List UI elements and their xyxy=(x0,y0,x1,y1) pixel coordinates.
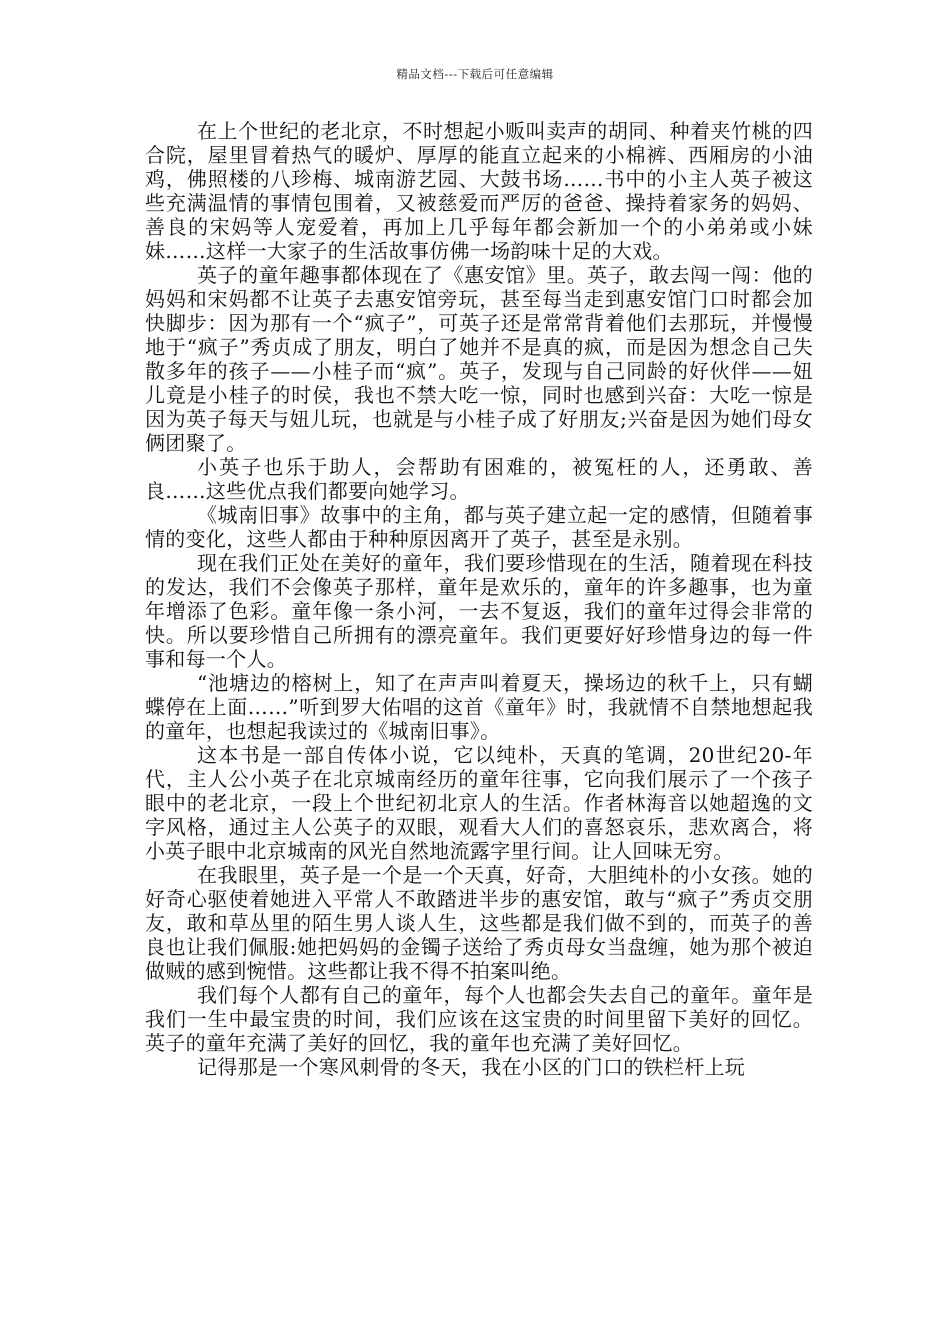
paragraph-3: 小英子也乐于助人，会帮助有困难的，被冤枉的人，还勇敢、善良……这些优点我们都要向她学习。 xyxy=(145,455,813,503)
paragraph-6: “池塘边的榕树上，知了在声声叫着夏天，操场边的秋千上，只有蝴蝶停在上面……”听到罗大佑唱的这首《童年》时，我就情不自禁地想起我的童年，也想起我读过的《城南旧事》。 xyxy=(145,671,813,743)
paragraph-7: 这本书是一部自传体小说，它以纯朴，天真的笔调，20世纪20-年代，主人公小英子在北京城南经历的童年往事，它向我们展示了一个孩子眼中的老北京，一段上个世纪初北京人的生活。作者林海音以她超逸的文字风格，通过主人公英子的双眼，观看大人们的喜怒哀乐，悲欢离合，将小英子眼中北京城南的风光自然地流露字里行间。让人回味无穷。 xyxy=(145,743,813,863)
page-header: 精品文档---下载后可任意编辑 xyxy=(396,67,554,81)
document-body xyxy=(145,119,813,1079)
paragraph-4: 《城南旧事》故事中的主角，都与英子建立起一定的感情，但随着事情的变化，这些人都由于种种原因离开了英子，甚至是永别。 xyxy=(145,503,813,551)
paragraph-1: 在上个世纪的老北京，不时想起小贩叫卖声的胡同、种着夹竹桃的四合院，屋里冒着热气的暖炉、厚厚的能直立起来的小棉裤、西厢房的小油鸡，佛照楼的八珍梅、城南游艺园、大鼓书场……书中的小主人英子被这些充满温情的事情包围着，又被慈爱而严厉的爸爸、操持着家务的妈妈、善良的宋妈等人宠爱着，再加上几乎每年都会新加一个的小弟弟或小妹妹……这样一大家子的生活故事仿佛一场韵味十足的大戏。 xyxy=(145,119,813,263)
paragraph-10: 记得那是一个寒风刺骨的冬天，我在小区的门口的铁栏杆上玩 xyxy=(197,1055,746,1079)
paragraph-2: 英子的童年趣事都体现在了《惠安馆》里。英子，敢去闯一闯：他的妈妈和宋妈都不让英子去惠安馆旁玩，甚至每当走到惠安馆门口时都会加快脚步：因为那有一个“疯子”，可英子还是常常背着他们去那玩，并慢慢地于“疯子”秀贞成了朋友，明白了她并不是真的疯，而是因为想念自己失散多年的孩子——小桂子而“疯”。英子，发现与自己同龄的好伙伴——妞儿竟是小桂子的时侯，我也不禁大吃一惊，同时也感到兴奋：大吃一惊是因为英子每天与妞儿玩，也就是与小桂子成了好朋友;兴奋是因为她们母女俩团聚了。 xyxy=(145,263,813,455)
paragraph-8: 在我眼里，英子是一个是一个天真，好奇，大胆纯朴的小女孩。她的好奇心驱使着她进入平常人不敢踏进半步的惠安馆，敢与“疯子”秀贞交朋友，敢和草丛里的陌生男人谈人生，这些都是我们做不到的，而英子的善良也让我们佩服:她把妈妈的金镯子送给了秀贞母女当盘缠，她为那个被迫做贼的感到惋惜。这些都让我不得不拍案叫绝。 xyxy=(145,863,813,983)
paragraph-9: 我们每个人都有自己的童年，每个人也都会失去自己的童年。童年是我们一生中最宝贵的时间，我们应该在这宝贵的时间里留下美好的回忆。英子的童年充满了美好的回忆，我的童年也充满了美好回忆。 xyxy=(145,983,813,1055)
paragraph-5: 现在我们正处在美好的童年，我们要珍惜现在的生活，随着现在科技的发达，我们不会像英子那样，童年是欢乐的，童年的许多趣事，也为童年增添了色彩。童年像一条小河，一去不复返，我们的童年过得会非常的快。所以要珍惜自己所拥有的漂亮童年。我们更要好好珍惜身边的每一件事和每一个人。 xyxy=(145,551,813,671)
